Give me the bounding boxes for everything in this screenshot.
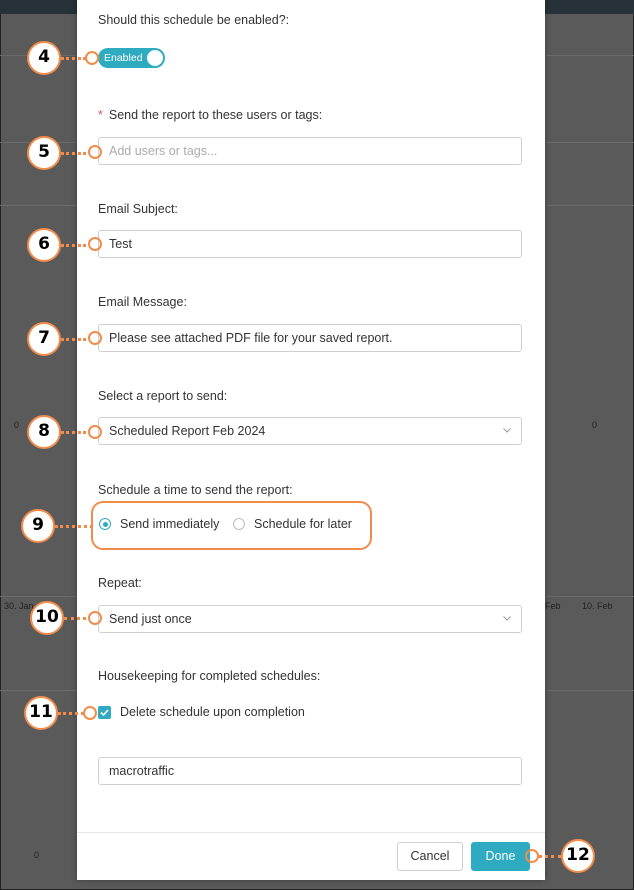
callout-badge: 9 (21, 509, 55, 543)
schedule-label: Schedule a time to send the report: (98, 483, 293, 497)
callout-connector (538, 855, 562, 858)
cancel-button[interactable]: Cancel (397, 842, 463, 871)
subject-input[interactable] (98, 230, 522, 258)
callout-ring (88, 237, 102, 251)
callout-badge: 12 (561, 839, 595, 873)
chevron-down-icon (503, 614, 511, 622)
callout-ring (83, 706, 97, 720)
callout-connector (61, 152, 86, 155)
message-input[interactable] (98, 324, 522, 352)
delete-schedule-checkbox[interactable] (98, 706, 111, 719)
callout-connector (61, 431, 86, 434)
callout-ring (88, 145, 102, 159)
report-label: Select a report to send: (98, 389, 228, 403)
bg-axis-label: 10. Feb (582, 601, 613, 611)
radio-schedule-later-label[interactable]: Schedule for later (254, 517, 352, 531)
bg-zero-label: 0 (14, 420, 20, 430)
recipients-label (98, 108, 322, 122)
callout-connector (61, 57, 86, 60)
report-value: Scheduled Report Feb 2024 (109, 424, 266, 438)
callout-ring (88, 611, 102, 625)
recipients-label-text: Send the report to these users or tags: (108, 108, 323, 122)
callout-connector (64, 617, 86, 620)
delete-schedule-label: Delete schedule upon completion (120, 705, 305, 719)
toggle-knob (147, 50, 163, 66)
extra-text-input[interactable] (98, 757, 522, 785)
radio-send-immediately-label[interactable]: Send immediately (120, 517, 220, 531)
callout-badge: 11 (24, 696, 58, 730)
callout-badge: 5 (27, 136, 61, 170)
bg-zero-label: 0 (592, 420, 598, 430)
callout-badge: 4 (27, 41, 61, 75)
housekeeping-label: Housekeeping for completed schedules: (98, 669, 321, 683)
bg-axis-label: Feb (545, 601, 561, 611)
callout-ring (525, 849, 539, 863)
enabled-question-label: Should this schedule be enabled?: (98, 13, 290, 27)
extra-text-value: macrotraffic (109, 764, 175, 778)
message-label: Email Message: (98, 295, 187, 309)
callout-badge: 10 (30, 601, 64, 635)
callout-connector (55, 525, 93, 528)
repeat-value: Send just once (109, 612, 192, 626)
chevron-down-icon (503, 426, 511, 434)
schedule-report-modal (77, 0, 545, 880)
bg-axis-label: 30. Jan (4, 601, 34, 611)
subject-label: Email Subject: (98, 202, 178, 216)
checkmark-icon (98, 706, 111, 719)
callout-connector (58, 712, 84, 715)
callout-badge: 6 (27, 228, 61, 262)
callout-ring (85, 51, 99, 65)
callout-badge: 7 (27, 322, 61, 356)
enabled-toggle[interactable] (98, 48, 165, 68)
required-mark: * (98, 108, 103, 122)
callout-connector (61, 338, 86, 341)
bg-zero-label: 0 (34, 850, 40, 860)
repeat-select[interactable] (98, 605, 522, 633)
callout-badge: 8 (27, 415, 61, 449)
message-value: Please see attached PDF file for your saved report. (109, 331, 393, 345)
enabled-toggle-label: Enabled (104, 52, 143, 64)
callout-ring (88, 331, 102, 345)
repeat-label: Repeat: (98, 576, 142, 590)
footer-divider (77, 832, 545, 833)
recipients-input[interactable] (98, 137, 522, 165)
callout-outline (91, 501, 372, 550)
done-button[interactable]: Done (471, 842, 530, 871)
report-select[interactable] (98, 417, 522, 445)
callout-connector (61, 244, 86, 247)
subject-value: Test (109, 237, 132, 251)
callout-ring (88, 425, 102, 439)
recipients-placeholder: Add users or tags... (109, 144, 218, 158)
